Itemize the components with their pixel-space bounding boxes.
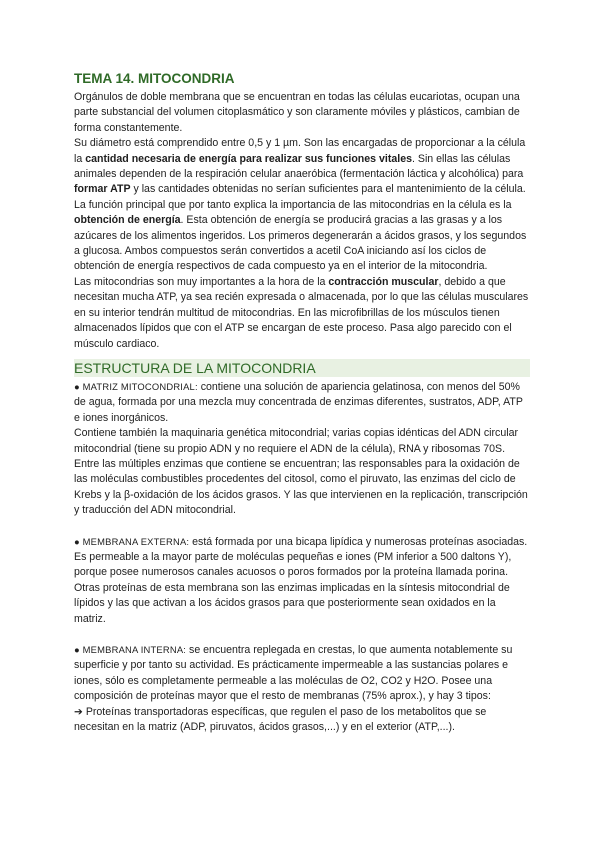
diameter-paragraph: Su diámetro está comprendido entre 0,5 y 1 µm. Son las encargadas de proporcionar a la célula la cantidad necesaria de energía para realizar sus funciones vitales. Sin ellas las células animales dependen de la respiración celular anaeróbica (fermentación láctica y alcohólica) para formar ATP y las cantidades obtenidas no serían suficientes para el mantenimiento de la célula. [74,137,526,196]
matriz-label: ● MATRIZ MITOCONDRIAL: [74,380,198,392]
matriz-paragraph: ● MATRIZ MITOCONDRIAL: contiene una solución de apariencia gelatinosa, con menos del 50% de agua, formada por una mezcla muy concentrada de enzimas diferentes, sustratos, ADP, ATP e iones inorgánicos. [74,380,523,424]
interna-paragraph: ● MEMBRANA INTERNA: se encuentra replegada en crestas, lo que aumenta notablemente su superficie y por tanto su actividad. Es prácticamente impermeable a las sustancias polares e iones, sólo es completamente permeable a las moléculas de O2, CO2 y H2O. Posee una composición de proteínas mayor que el resto de membranas (75% aprox.), y hay 3 tipos: [74,644,513,703]
section-heading: ESTRUCTURA DE LA MITOCONDRIA [74,359,530,377]
document-page [74,70,530,735]
matriz-paragraph-2: Contiene también la maquinaria genética mitocondrial; varias copias idénticas del ADN circular mitocondrial (tiene su propio ADN y no requiere el ADN de la célula), RNA y ribosomas 70S. Entre las múltiples enzimas que contiene se encuentran; las responsables para la oxidación de las moléculas combustibles procedentes del citosol, como el piruvato, las enzimas del ciclo de Krebs y la β-oxidación de los ácidos grasos. Y las que intervienen en la replicación, transcripción y traducción del ADN mitocondrial. [74,427,528,517]
function-paragraph: La función principal que por tanto explica la importancia de las mitocondrias en la célula es la obtención de energía. Esta obtención de energía se producirá gracias a las grasas y a los azúcares de los alimentos ingeridos. Los primeros degenerarán a ácidos grasos, y los segundos a glucosa. Ambos compuestos serán convertidos a acetil CoA iniciando así los ciclos de obtención de energía respectivos de cada compuesto ya en el interior de la mitocondria. [74,198,527,273]
externa-paragraph: ● MEMBRANA EXTERNA: está formada por una bicapa lipídica y numerosas proteínas asociadas. Es permeable a la mayor parte de moléculas pequeñas e iones (PM inferior a 500 daltons Y), porque posee numerosos canales acuosos o poros formados por la proteína llamada porina. Otras proteínas de esta membrana son las enzimas implicadas en la síntesis mitocondrial de lípidos y las que activan a los ácidos grasos para que posteriormente sean oxidados en la matriz. [74,535,528,625]
externa-label: ● MEMBRANA EXTERNA: [74,535,190,547]
interna-bullet: ➔ Proteínas transportadoras específicas, que regulen el paso de los metabolitos que se necesitan en la matriz (ADP, piruvatos, ácidos grasos,...) y en el exterior (ATP,...). [74,705,487,734]
intro-paragraph: Orgánulos de doble membrana que se encuentran en todas las células eucariotas, ocupan una parte substancial del volumen citoplasmático y son claramente móviles y plásticos, cambian de forma constantemente. [74,91,520,134]
interna-label: ● MEMBRANA INTERNA: [74,644,187,655]
document-title: TEMA 14. MITOCONDRIA [74,71,235,86]
muscle-paragraph: Las mitocondrias son muy importantes a la hora de la contracción muscular, debido a que necesitan mucha ATP, ya sea recién expresada o almacenada, por lo que las células musculares en su interior tendrán multitud de mitocondrias. En las microfibrillas de los músculos tienen almacenados lípidos que con el ATP se encargan de este proceso. Pasa algo parecido con el músculo cardiaco. [74,275,529,350]
